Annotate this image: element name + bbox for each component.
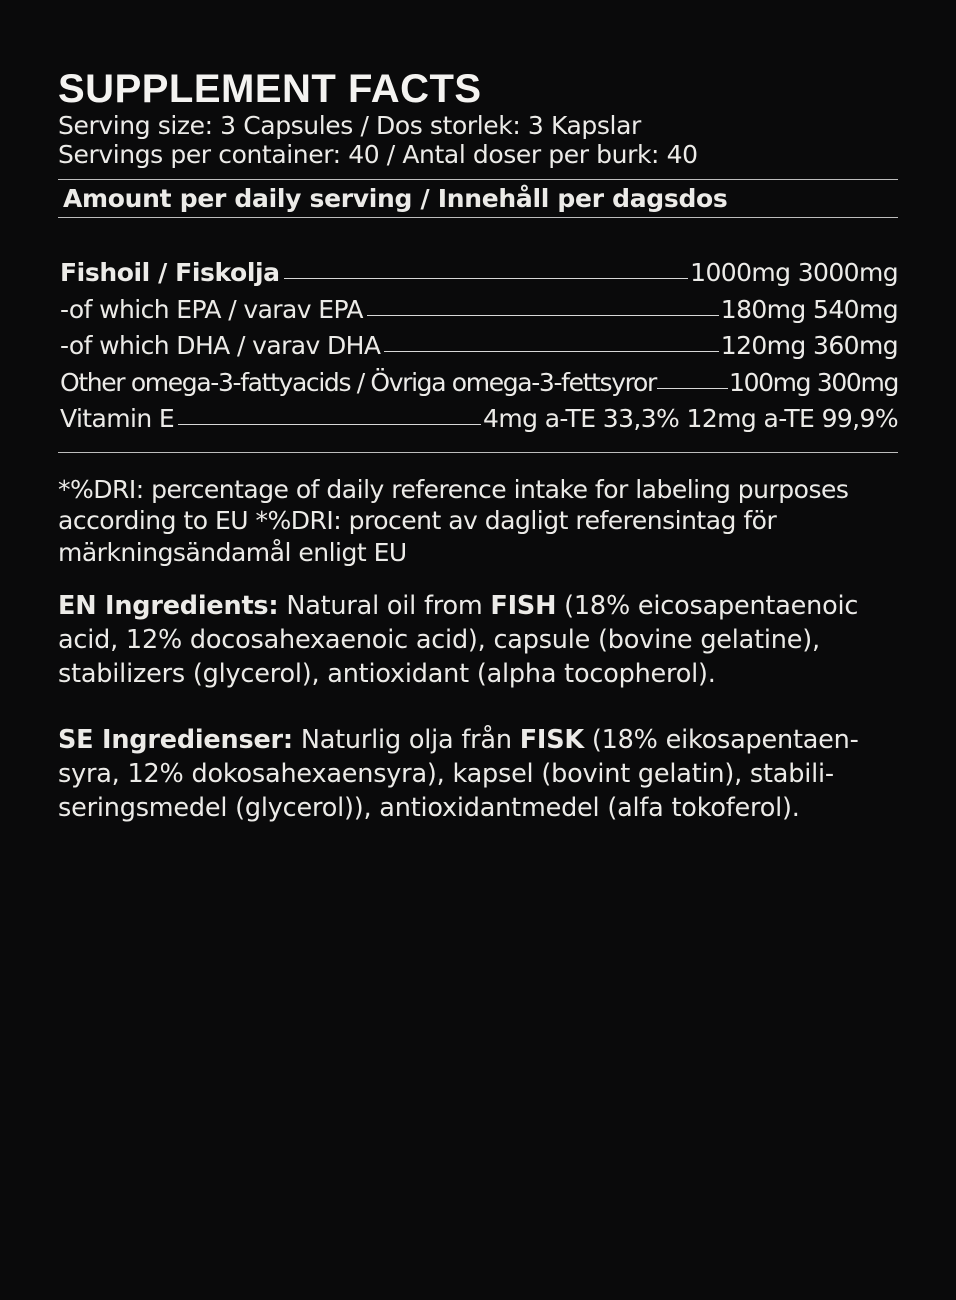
amount-per-serving-header: Amount per daily serving / Innehåll per dagsdos [63, 184, 728, 213]
nutrient-values: 1000mg 3000mg [690, 258, 898, 287]
nutrient-row-vitamin-e [58, 401, 898, 438]
supplement-facts-label [58, 66, 898, 825]
serving-size: Serving size: 3 Capsules / Dos storlek: 3 Kapslar [58, 111, 641, 140]
ingredients-se-text: (18% eikosapentaen-syra, 12% dokosahexaensyra), kapsel (bovint gelatin), stabili-seringsmedel (glycerol)), antioxidantmedel (alfa tokoferol). [58, 725, 859, 824]
nutrient-name: Fishoil / Fiskolja [60, 258, 280, 287]
nutrient-name: -of which EPA / varav EPA [60, 294, 363, 324]
label-title: SUPPLEMENT FACTS [58, 67, 482, 111]
nutrient-table [58, 255, 898, 438]
ingredients-en-text: Natural oil from [278, 591, 491, 622]
dot-leader [367, 315, 719, 316]
nutrient-name: Vitamin E [60, 404, 175, 434]
nutrient-values: 180mg 540mg [720, 294, 898, 324]
ingredients-en-text: (18% eicosapentaenoic acid, 12% docosahexaenoic acid), capsule (bovine gelatine), stabilizers (glycerol), antioxidant (alpha tocopherol). [58, 591, 859, 690]
nutrient-values: 4mg a-TE 33,3% 12mg a-TE 99,9% [483, 404, 898, 434]
dot-leader [178, 424, 481, 425]
nutrient-values: 120mg 360mg [720, 331, 898, 361]
servings-per-container: Servings per container: 40 / Antal doser per burk: 40 [58, 140, 698, 169]
nutrient-row-dha [58, 328, 898, 365]
dot-leader [384, 351, 718, 352]
allergen-fisk: FISK [519, 725, 584, 756]
divider [58, 217, 898, 218]
ingredients-en-label: EN Ingredients: [58, 591, 279, 622]
nutrient-row-fishoil [58, 255, 898, 292]
nutrient-row-epa [58, 292, 898, 329]
nutrient-name: Other omega-3-fattyacids / Övriga omega-3-fettsyror [60, 367, 656, 397]
dot-leader [657, 388, 728, 389]
nutrient-name: -of which DHA / varav DHA [60, 331, 381, 361]
dot-leader [284, 278, 689, 279]
divider [58, 452, 898, 453]
nutrient-values: 100mg 300mg [729, 367, 898, 397]
ingredients-en [58, 589, 898, 691]
ingredients-se-text: Naturlig olja från [292, 725, 520, 756]
dri-footnote: *%DRI: percentage of daily reference intake for labeling purposes according to EU *%DRI: procent av dagligt referensintag för märkningsändamål enligt EU [58, 474, 849, 567]
ingredients-se-label: SE Ingredienser: [58, 725, 293, 756]
ingredients-se [58, 723, 898, 825]
allergen-fish: FISH [490, 591, 557, 622]
nutrient-row-other-omega3 [58, 365, 898, 402]
